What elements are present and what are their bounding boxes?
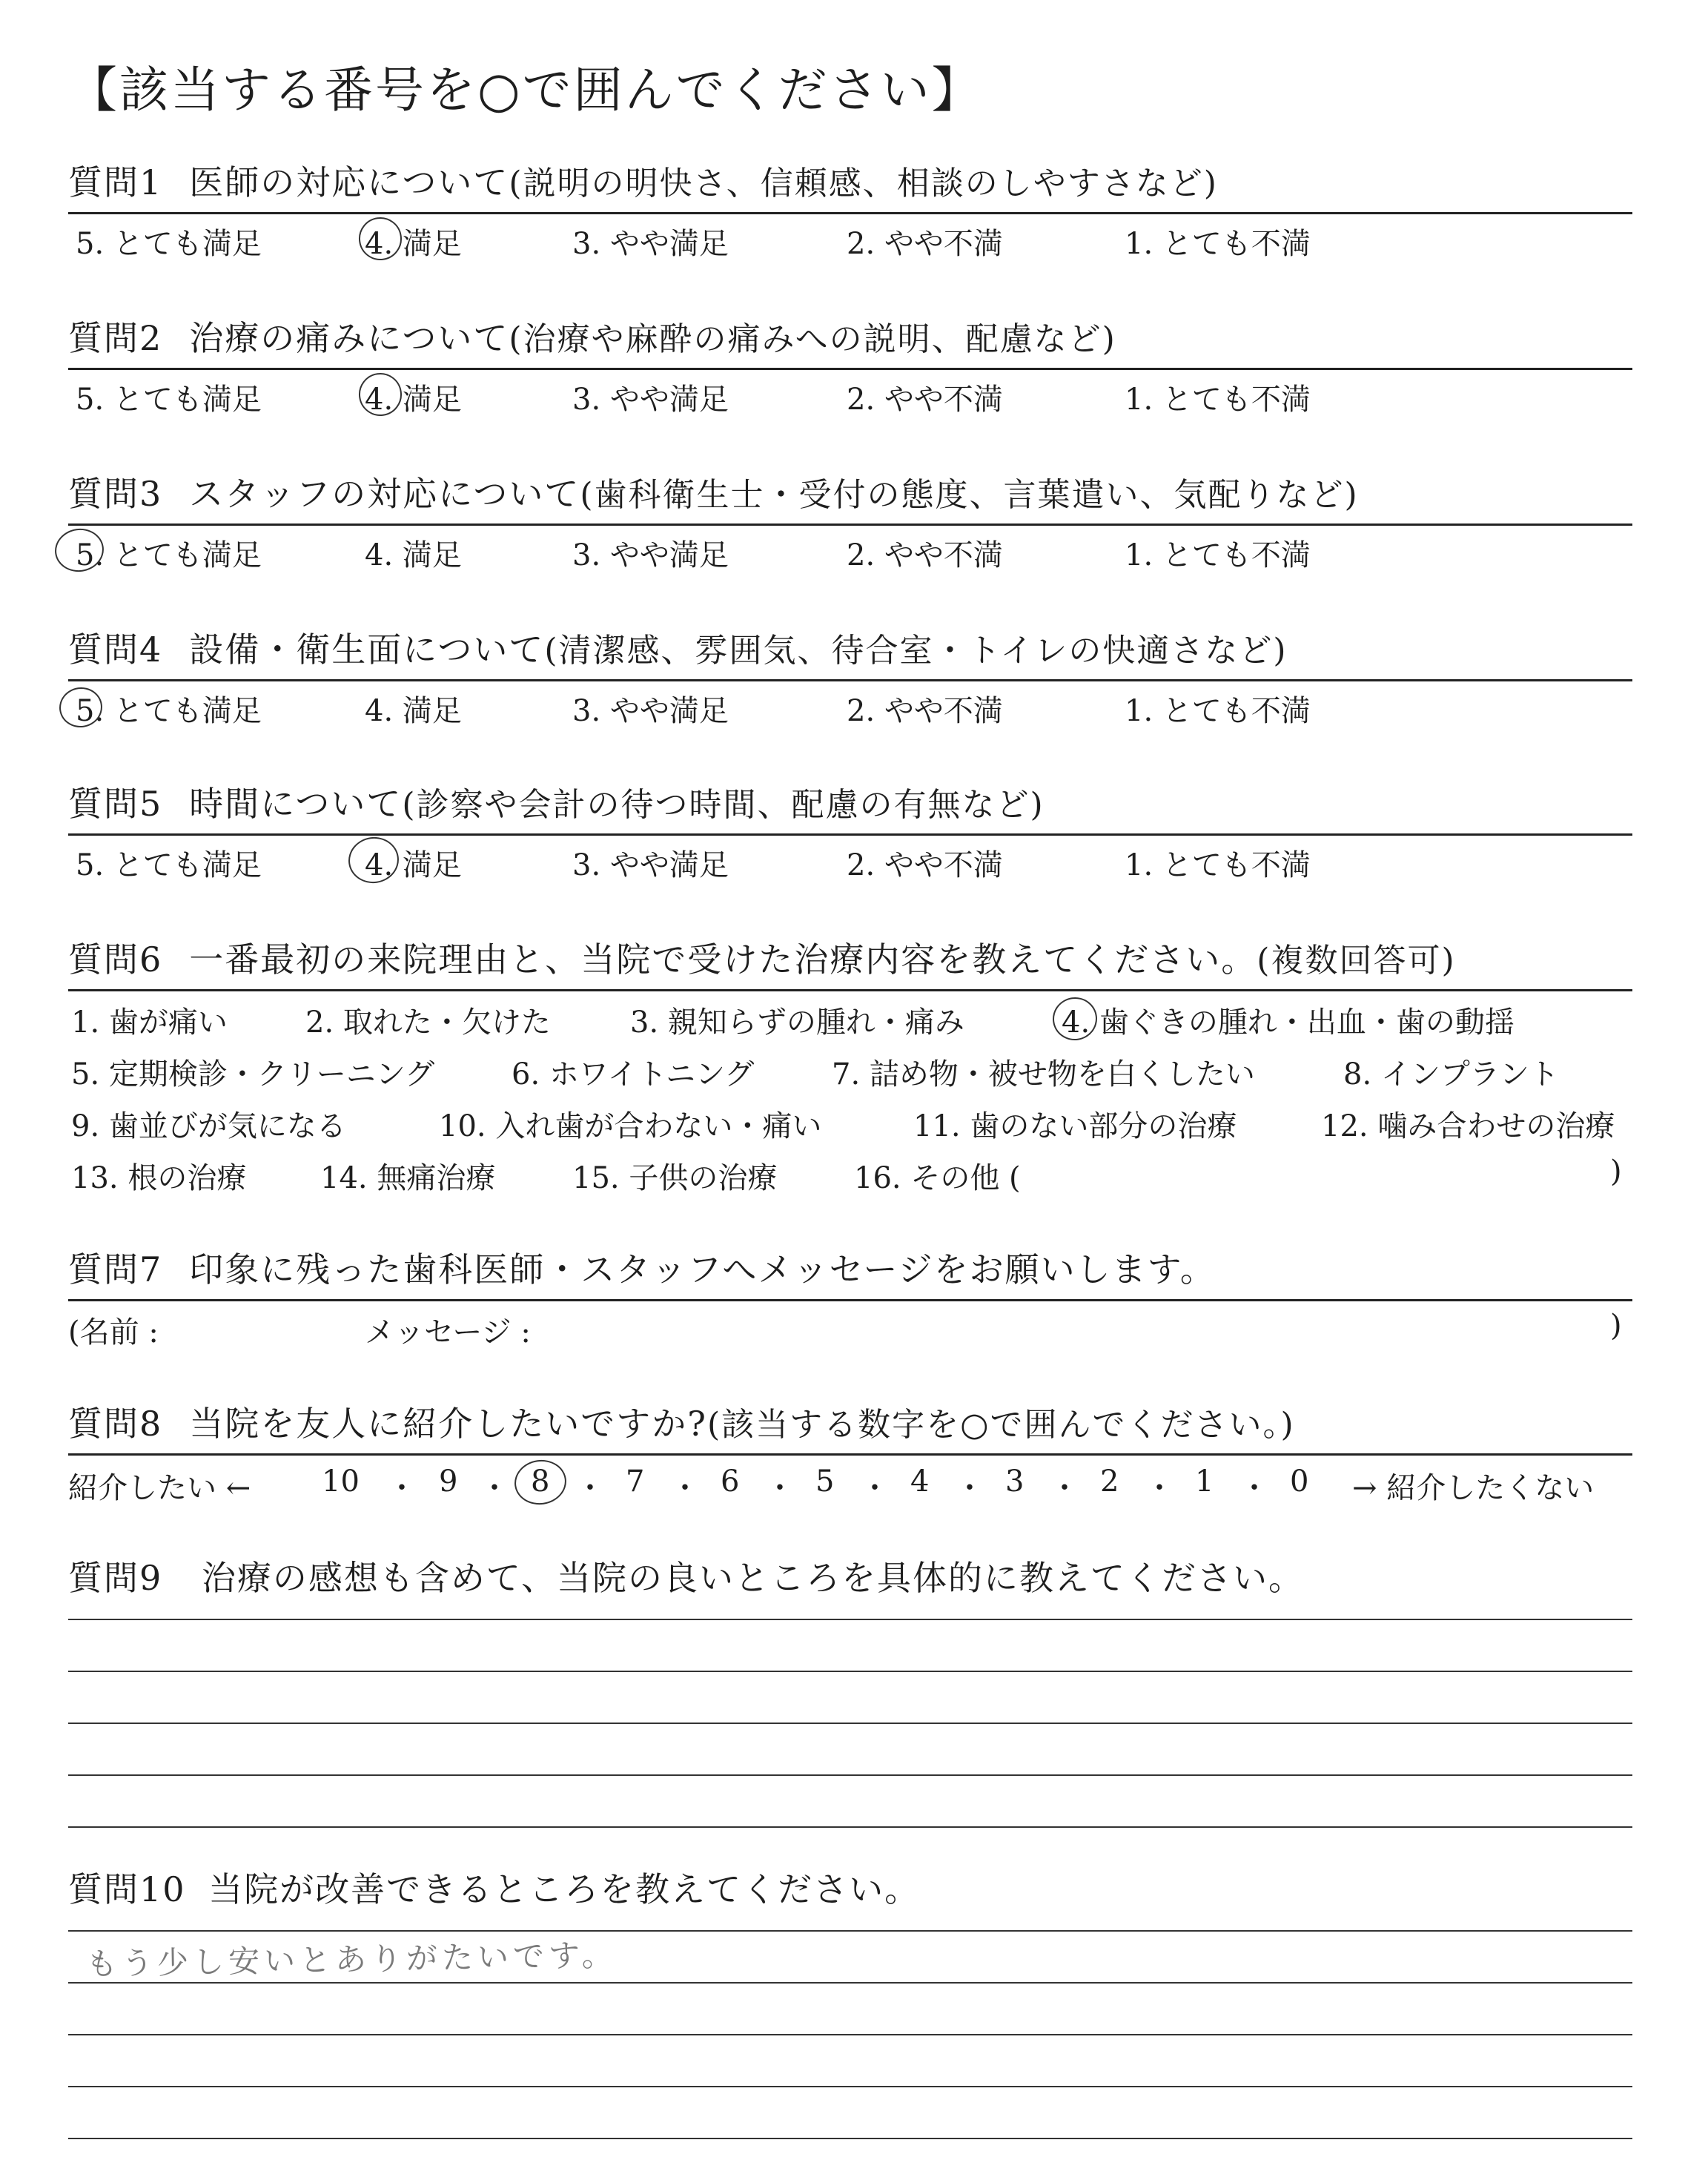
rating-options <box>68 370 1632 419</box>
question-note: (治療や麻酔の痛みへの説明、配慮など) <box>509 320 1116 358</box>
answer-line[interactable] <box>68 1774 1632 1776</box>
rating-option-2[interactable]: 2. やや不満 <box>847 848 1003 882</box>
question-3 <box>68 467 1632 575</box>
question-8 <box>68 1397 1632 1507</box>
question-number: 質問3 <box>68 474 163 514</box>
question-note: (該当する数字を○で囲んでください。) <box>706 1406 1295 1444</box>
question-number: 質問10 <box>68 1869 186 1909</box>
handwritten-answer: もう少し安いとありがたいです。 <box>85 1936 618 1983</box>
rating-option-5[interactable]: 5. とても満足 <box>76 694 262 728</box>
question-number: 質問4 <box>68 630 163 670</box>
answer-line[interactable] <box>68 1826 1632 1828</box>
reason-option-9[interactable]: 9. 歯並びが気になる <box>71 1109 346 1143</box>
message-label: メッセージ : <box>365 1315 531 1350</box>
form-title: 【該当する番号を○で囲んでください】 <box>68 62 983 119</box>
reason-option-3[interactable]: 3. 親知らずの腫れ・痛み <box>630 1005 964 1040</box>
question-number: 質問2 <box>68 318 163 358</box>
answer-line[interactable] <box>68 1723 1632 1724</box>
answer-line[interactable] <box>68 2034 1632 2035</box>
recommend-scale <box>68 1456 1632 1507</box>
rating-option-2[interactable]: 2. やや不満 <box>847 694 1003 728</box>
reason-option-16[interactable]: 16. その他 ( <box>854 1161 1021 1195</box>
question-number: 質問6 <box>68 939 163 980</box>
question-number: 質問8 <box>68 1404 163 1444</box>
reason-options <box>68 991 1632 1214</box>
scale-value-2[interactable]: 2 <box>1100 1464 1119 1499</box>
answer-line[interactable] <box>68 1671 1632 1672</box>
scale-separator: ・ <box>670 1471 700 1505</box>
question-number: 質問5 <box>68 784 163 824</box>
reason-option-2[interactable]: 2. 取れた・欠けた <box>305 1005 551 1040</box>
reason-option-4[interactable]: 4. 歯ぐきの腫れ・出血・歯の動揺 <box>1062 1005 1515 1040</box>
scale-left-label: 紹介したい ← <box>68 1471 251 1505</box>
question-7 <box>68 1243 1632 1353</box>
scale-separator: ・ <box>1239 1471 1269 1505</box>
answer-line[interactable] <box>68 1982 1632 1984</box>
rating-options <box>68 681 1632 730</box>
question-heading <box>68 1243 1632 1301</box>
scale-value-6[interactable]: 6 <box>721 1464 740 1499</box>
scale-value-1[interactable]: 1 <box>1195 1464 1214 1499</box>
reason-option-1[interactable]: 1. 歯が痛い <box>71 1005 228 1040</box>
scale-separator: ・ <box>860 1471 890 1505</box>
rating-option-5[interactable]: 5. とても満足 <box>76 383 262 417</box>
question-heading <box>68 777 1632 836</box>
reason-option-5[interactable]: 5. 定期検診・クリーニング <box>71 1057 435 1091</box>
rating-option-1[interactable]: 1. とても不満 <box>1125 694 1311 728</box>
rating-option-1[interactable]: 1. とても不満 <box>1125 383 1311 417</box>
reason-option-13[interactable]: 13. 根の治療 <box>71 1161 247 1195</box>
rating-option-4[interactable]: 4. 満足 <box>365 694 462 728</box>
rating-option-4[interactable]: 4. 満足 <box>365 227 462 261</box>
scale-value-0[interactable]: 0 <box>1290 1464 1309 1499</box>
rating-option-2[interactable]: 2. やや不満 <box>847 227 1003 261</box>
scale-separator: ・ <box>1050 1471 1079 1505</box>
question-heading <box>68 1397 1632 1456</box>
name-label: (名前 : <box>68 1315 159 1350</box>
question-heading <box>68 1551 1632 1600</box>
question-number: 質問1 <box>68 162 163 202</box>
rating-options <box>68 214 1632 263</box>
rating-options <box>68 526 1632 575</box>
rating-option-5[interactable]: 5. とても満足 <box>76 227 262 261</box>
rating-option-2[interactable]: 2. やや不満 <box>847 383 1003 417</box>
question-text: 印象に残った歯科医師・スタッフへメッセージをお願いします。 <box>189 1249 1216 1289</box>
question-text: 時間について <box>189 784 403 824</box>
question-note: (説明の明快さ、信頼感、相談のしやすさなど) <box>509 165 1218 202</box>
rating-option-3[interactable]: 3. やや満足 <box>572 383 729 417</box>
answer-line[interactable] <box>68 1930 1632 1932</box>
answer-line[interactable] <box>68 1619 1632 1620</box>
question-heading <box>68 623 1632 681</box>
rating-option-1[interactable]: 1. とても不満 <box>1125 538 1311 572</box>
scale-value-8[interactable]: 8 <box>531 1464 550 1499</box>
question-heading <box>68 467 1632 526</box>
rating-option-3[interactable]: 3. やや満足 <box>572 694 729 728</box>
rating-option-5[interactable]: 5. とても満足 <box>76 848 262 882</box>
message-row <box>68 1301 1632 1353</box>
rating-option-4[interactable]: 4. 満足 <box>365 848 462 882</box>
reason-option-11[interactable]: 11. 歯のない部分の治療 <box>913 1109 1237 1143</box>
question-note: (清潔感、雰囲気、待合室・トイレの快適さなど) <box>544 632 1288 670</box>
scale-value-7[interactable]: 7 <box>626 1464 645 1499</box>
question-heading <box>68 156 1632 214</box>
reason-option-14[interactable]: 14. 無痛治療 <box>320 1161 496 1195</box>
question-number: 質問7 <box>68 1249 163 1289</box>
rating-option-3[interactable]: 3. やや満足 <box>572 227 729 261</box>
reason-option-8[interactable]: 8. インプラント <box>1343 1057 1559 1091</box>
scale-right-label: → 紹介したくない <box>1352 1471 1595 1505</box>
selection-circle <box>512 1456 569 1507</box>
question-text: 当院を友人に紹介したいですか? <box>189 1404 707 1444</box>
rating-option-4[interactable]: 4. 満足 <box>365 538 462 572</box>
message-close-paren: ) <box>1610 1309 1622 1343</box>
question-5 <box>68 777 1632 885</box>
question-note: (複数回答可) <box>1257 942 1456 980</box>
scale-separator: ・ <box>575 1471 605 1505</box>
question-4 <box>68 623 1632 730</box>
scale-value-4[interactable]: 4 <box>910 1464 930 1499</box>
question-text: 治療の感想も含めて、当院の良いところを具体的に教えてください。 <box>201 1558 1304 1598</box>
rating-option-3[interactable]: 3. やや満足 <box>572 538 729 572</box>
rating-option-3[interactable]: 3. やや満足 <box>572 848 729 882</box>
reason-option-15[interactable]: 15. 子供の治療 <box>572 1161 778 1195</box>
question-2 <box>68 311 1632 419</box>
other-close-paren: ) <box>1610 1155 1622 1189</box>
rating-option-4[interactable]: 4. 満足 <box>365 383 462 417</box>
scale-value-10[interactable]: 10 <box>322 1464 360 1499</box>
answer-line[interactable] <box>68 2138 1632 2139</box>
question-text: スタッフの対応について <box>189 474 580 514</box>
question-text: 一番最初の来院理由と、当院で受けた治療内容を教えてください。 <box>189 939 1257 980</box>
scale-value-5[interactable]: 5 <box>815 1464 835 1499</box>
scale-separator: ・ <box>480 1471 509 1505</box>
question-10 <box>68 1863 1632 1912</box>
question-1 <box>68 156 1632 263</box>
question-heading <box>68 1863 1632 1912</box>
answer-line[interactable] <box>68 2086 1632 2087</box>
rating-options <box>68 836 1632 885</box>
reason-option-10[interactable]: 10. 入れ歯が合わない・痛い <box>439 1109 822 1143</box>
question-text: 治療の痛みについて <box>189 318 509 358</box>
question-heading <box>68 933 1632 991</box>
question-text: 設備・衛生面について <box>189 630 545 670</box>
question-number: 質問9 <box>68 1558 163 1598</box>
rating-option-5[interactable]: 5. とても満足 <box>76 538 262 572</box>
rating-option-1[interactable]: 1. とても不満 <box>1125 848 1311 882</box>
rating-option-1[interactable]: 1. とても不満 <box>1125 227 1311 261</box>
scale-separator: ・ <box>765 1471 795 1505</box>
scale-separator: ・ <box>387 1471 417 1505</box>
question-text: 医師の対応について <box>189 162 509 202</box>
scale-value-9[interactable]: 9 <box>439 1464 458 1499</box>
question-text: 当院が改善できるところを教えてください。 <box>208 1869 921 1909</box>
question-6 <box>68 933 1632 1214</box>
scale-separator: ・ <box>1145 1471 1174 1505</box>
scale-separator: ・ <box>955 1471 984 1505</box>
question-9 <box>68 1551 1632 1600</box>
scale-value-3[interactable]: 3 <box>1005 1464 1025 1499</box>
reason-option-6[interactable]: 6. ホワイトニング <box>512 1057 755 1091</box>
question-note: (診察や会計の待つ時間、配慮の有無など) <box>402 786 1045 824</box>
reason-option-12[interactable]: 12. 噛み合わせの治療 <box>1321 1109 1615 1143</box>
question-note: (歯科衛生士・受付の態度、言葉遣い、気配りなど) <box>580 476 1359 514</box>
rating-option-2[interactable]: 2. やや不満 <box>847 538 1003 572</box>
question-heading <box>68 311 1632 370</box>
reason-option-7[interactable]: 7. 詰め物・被せ物を白くしたい <box>832 1057 1255 1091</box>
